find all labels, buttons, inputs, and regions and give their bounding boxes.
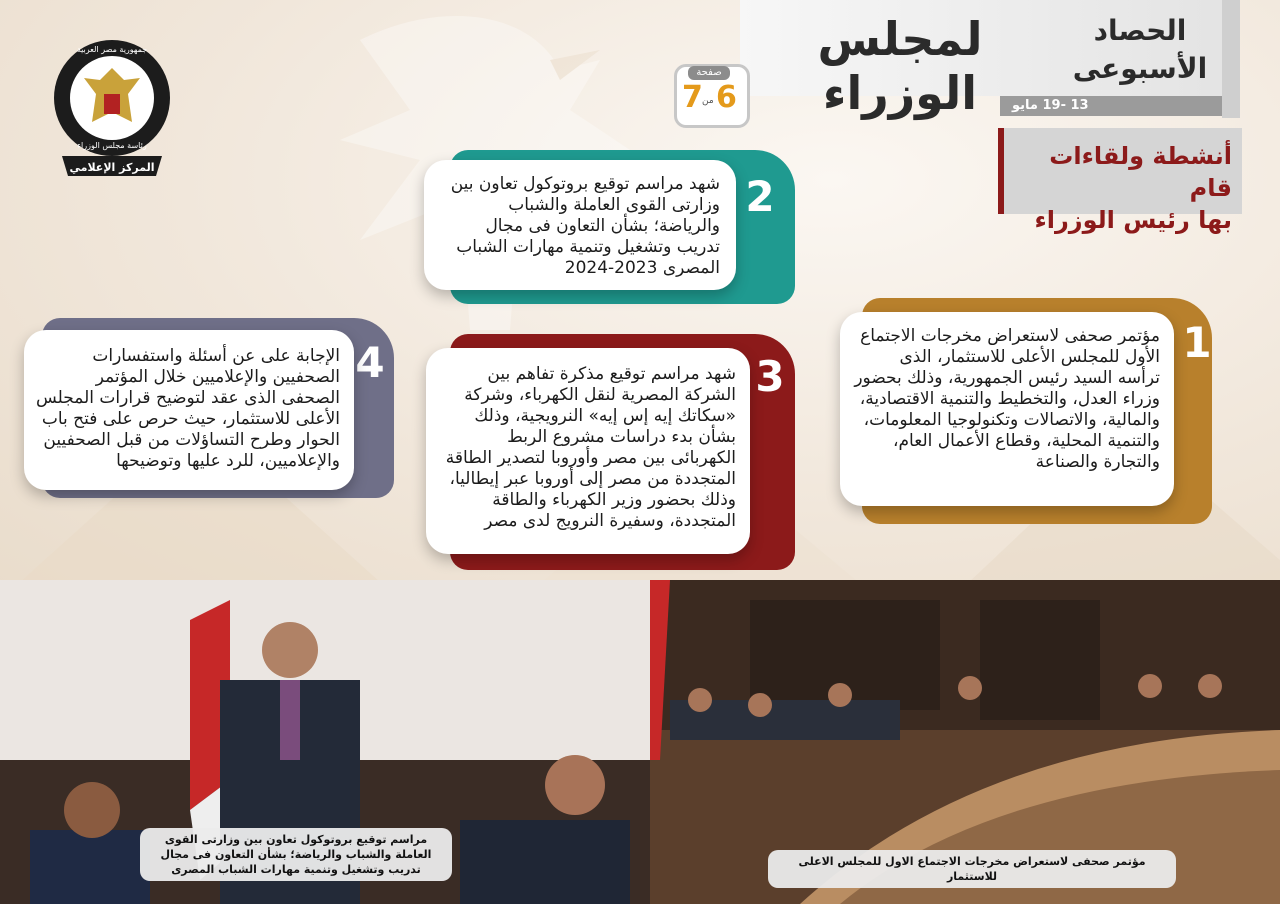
section-title-line-2: بها رئيس الوزراء [1034, 206, 1232, 234]
card-4 [24, 330, 354, 490]
left-photo-caption: مراسم توقيع بروتوكول تعاون بين وزارتى القوى العاملة والشباب والرياضة؛ بشأن التعاون فى مجال تدريب وتشغيل وتنمية مهارات الشباب المصرى [140, 828, 452, 881]
card-3 [426, 348, 750, 554]
page-label: صفحة [688, 66, 730, 80]
section-title [1004, 140, 1232, 236]
page-total: 7 [682, 80, 703, 115]
card-4-text: الإجابة على عن أسئلة واستفسارات الصحفيين والإعلاميين خلال المؤتمر الصحفى الذى عقد لتوضيح قرارات المجلس الأعلى للاستثمار، حيث حرص على فتح باب الحوار وطرح التساؤلات من قبل الصحفيين والإعلاميين، للرد عليها وتوضيحها [35, 346, 340, 471]
card-3-text: شهد مراسم توقيع مذكرة تفاهم بين الشركة المصرية لنقل الكهرباء، وشركة «سكاتك إيه إس إيه» النرويجية، وذلك بشأن بدء دراسات مشروع الربط الكهربائى بين مصر وأوروبا لتصدير الطاقة المتجددة من مصر إلى أوروبا عبر إيطاليا، وذلك بحضور وزير الكهرباء والطاقة المتجددة، وسفيرة النرويج لدى مصر [445, 364, 736, 531]
card-1 [840, 312, 1174, 506]
page-of: من [702, 96, 714, 106]
subtitle-line-2: الأسبوعى [1072, 52, 1208, 85]
card-3-number: 3 [755, 352, 785, 401]
card-2 [424, 160, 736, 290]
section-title-line-1: أنشطة ولقاءات قام [1049, 142, 1232, 202]
date-range: 13 -19 مايو [1012, 98, 1089, 113]
logo-middle-text: رئاسة مجلس الوزراء [77, 141, 147, 150]
page-subtitle [1060, 12, 1220, 88]
page-title: لمجلس الوزراء [817, 12, 983, 120]
page-current: 6 [716, 80, 737, 115]
logo-top-text: جمهورية مصر العربية [76, 45, 148, 54]
card-4-number: 4 [355, 338, 385, 387]
card-1-text: مؤتمر صحفى لاستعراض مخرجات الاجتماع الأول للمجلس الأعلى للاستثمار، الذى ترأسه السيد رئيس الجمهورية، وذلك بحضور وزراء العدل، والتخطيط والتنمية الاقتصادية، والمالية، والاتصالات وتكنولوجيا المعلومات، والتنمية المحلية، وقطاع الأعمال العام، والتجارة والصناعة [854, 326, 1160, 472]
media-center-logo [52, 38, 172, 178]
card-2-text: شهد مراسم توقيع بروتوكول تعاون بين وزارتى القوى العاملة والشباب والرياضة؛ بشأن التعاون فى مجال تدريب وتشغيل وتنمية مهارات الشباب المصرى 2023-2024 [450, 174, 720, 278]
card-2-number: 2 [745, 172, 775, 221]
logo-bottom-text: المركز الإعلامي [69, 161, 155, 174]
subtitle-line-1: الحصاد [1093, 14, 1187, 47]
photo-strip [0, 580, 1280, 904]
card-1-number: 1 [1182, 318, 1212, 367]
right-photo-caption: مؤتمر صحفى لاستعراض مخرجات الاجتماع الاول للمجلس الاعلى للاستثمار [768, 850, 1176, 888]
